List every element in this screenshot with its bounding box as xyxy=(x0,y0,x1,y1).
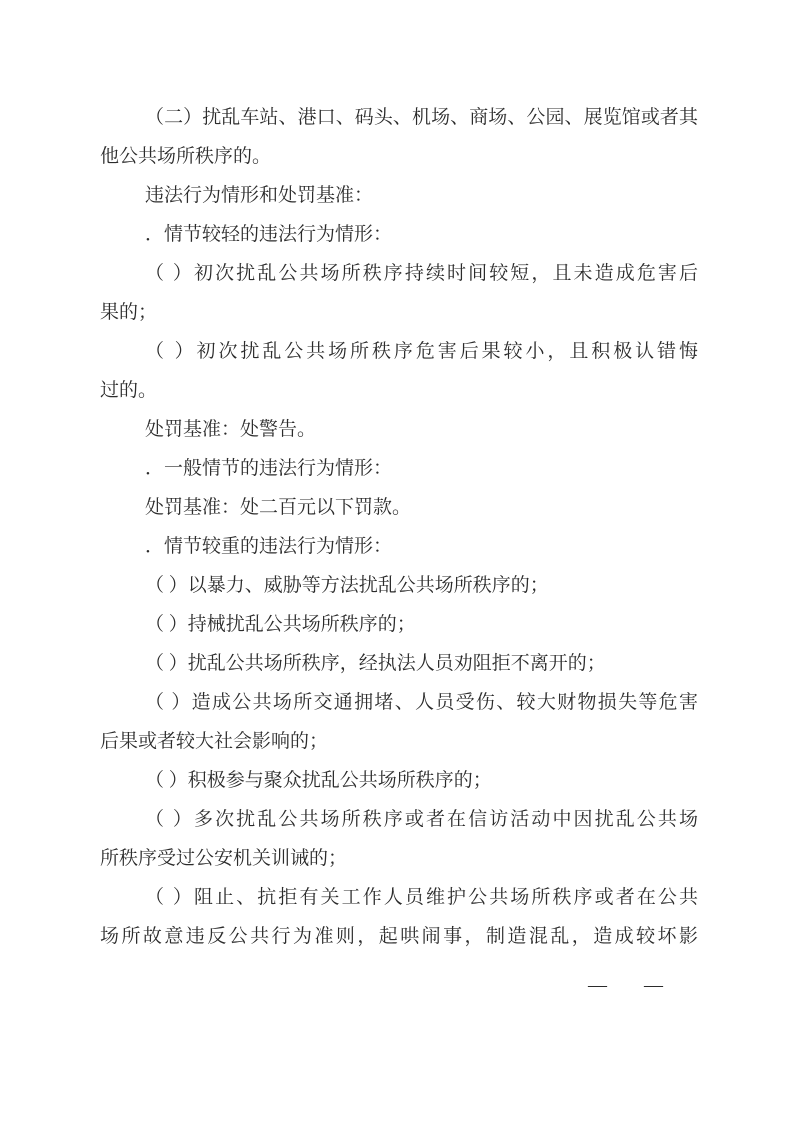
footer-dash-right: — xyxy=(644,975,663,996)
text-line: 场所故意违反公共行为准则，起哄闹事，制造混乱，造成较坏影 xyxy=(100,926,698,947)
text-line: 所秩序受过公安机关训诫的； xyxy=(100,848,348,869)
page-footer xyxy=(588,966,663,1005)
text-line: （二）扰乱车站、港口、码头、机场、商场、公园、展览馆或者其 xyxy=(145,107,698,128)
text-line: （ ）扰乱公共场所秩序，经执法人员劝阻拒不离开的； xyxy=(145,653,606,674)
text-line: （ ）积极参与聚众扰乱公共场所秩序的； xyxy=(145,770,492,791)
text-line: （ ）持械扰乱公共场所秩序的； xyxy=(145,614,416,635)
text-line: 后果或者较大社会影响的； xyxy=(100,731,329,752)
text-line: 过的。 xyxy=(100,380,158,401)
document-body xyxy=(100,98,698,956)
text-line: （ ）以暴力、威胁等方法扰乱公共场所秩序的； xyxy=(145,575,549,596)
text-line: （ ）多次扰乱公共场所秩序或者在信访活动中因扰乱公共场 xyxy=(145,809,698,830)
text-line: ．情节较重的违法行为情形： xyxy=(145,536,393,557)
footer-dash-left: — xyxy=(588,975,607,996)
text-line: （ ）初次扰乱公共场所秩序持续时间较短，且未造成危害后 xyxy=(145,263,698,284)
text-line: 果的； xyxy=(100,302,158,323)
text-line: （ ）初次扰乱公共场所秩序危害后果较小，且积极认错悔 xyxy=(145,341,698,362)
text-line: （ ）造成公共场所交通拥堵、人员受伤、较大财物损失等危害 xyxy=(145,692,698,713)
text-line: （ ）阻止、抗拒有关工作人员维护公共场所秩序或者在公共 xyxy=(145,887,698,908)
text-line: ．情节较轻的违法行为情形： xyxy=(145,224,393,245)
text-line: 处罚基准：处警告。 xyxy=(145,419,317,440)
text-line: 他公共场所秩序的。 xyxy=(100,146,272,167)
text-line: ．一般情节的违法行为情形： xyxy=(145,458,393,479)
text-line: 违法行为情形和处罚基准： xyxy=(145,185,374,206)
text-line: 处罚基准：处二百元以下罚款。 xyxy=(145,497,412,518)
